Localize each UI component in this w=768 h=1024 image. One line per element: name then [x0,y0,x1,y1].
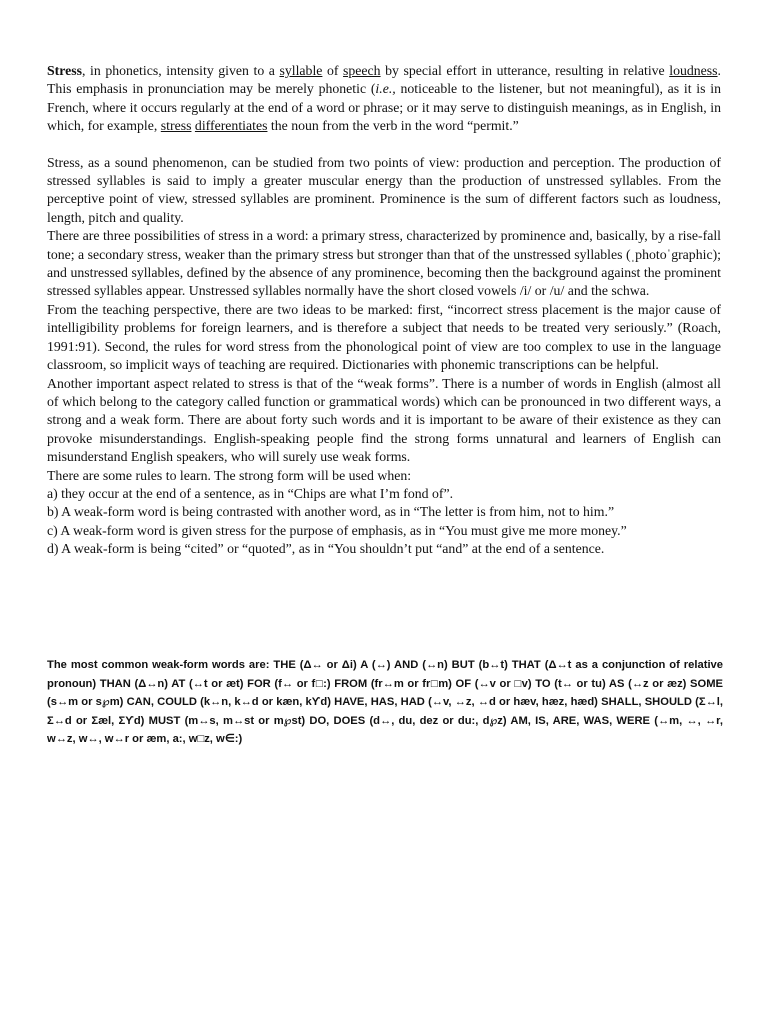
rule-item-d: d) A weak-form is being “cited” or “quoted”, as in “You shouldn’t put “and” at the end of a sentence. [47,541,605,557]
paragraph-weak-forms-intro: Another important aspect related to stress is that of the “weak forms”. There is a number of words in English (almost all of which belong to the category called function or grammatical words) which can be pronounced in two different ways, a strong and a weak form. There are about forty such words and it is important to be aware of their existence as they can provoke misunderstandings. English-speaking people find the strong forms unnatural and learners of English can misunderstand English speakers, who will surely use weak forms. [47,375,721,465]
rule-item-a: a) they occur at the end of a sentence, as in “Chips are what I’m fond of”. [47,485,454,501]
paragraph-sound-phenomenon: Stress, as a sound phenomenon, can be studied from two points of view: production and perception. The production of stressed syllables is said to imply a greater muscular energy than the production of unstressed syllables. From the perceptive point of view, stressed syllables are prominent. Prominence is the sum of different factors such as loudness, length, pitch and quality. [47,154,721,225]
paragraph-stress-possibilities: There are three possibilities of stress in a word: a primary stress, characterized by prominence and, basically, by a rise-fall tone; a secondary stress, weaker than the primary stress but stronger than that of the unstressed syllables (ˌphotoˈgraphic); and unstressed syllables, defined by the absence of any prominence, becoming then the background against the prominent stressed syllables appear. Unstressed syllables normally have the short closed vowels /i/ or /u/ and the schwa. [47,228,721,299]
link-stress[interactable]: stress [160,118,192,134]
term-stress: Stress [47,63,83,78]
paragraph-rules-intro: There are some rules to learn. The strong form will be used when: [47,467,412,483]
link-loudness[interactable]: loudness [669,63,718,78]
text-fragment: by special effort in utterance, resulting in relative [380,63,670,78]
body-text [47,62,721,559]
text-fragment: of [322,63,344,78]
rule-item-b: b) A weak-form word is being contrasted with another word, as in “The letter is from him, not to him.” [47,504,615,520]
text-fragment: the noun from the verb in the word “permit.” [267,118,519,134]
link-syllable[interactable]: syllable [279,63,323,78]
text-fragment: , in phonetics, intensity given to a [82,63,280,78]
paragraph-teaching-perspective: From the teaching perspective, there are two ideas to be marked: first, “incorrect stress placement is the major cause of intelligibility problems for foreign learners, and is therefore a subject that needs to be treated very seriously.” (Roach, 1991:91). Second, the rules for word stress from the phonological point of view are too complex to use in the language classroom, so implicit ways of teaching are required. Dictionaries with phonemic transcriptions can be helpful. [47,301,721,373]
link-differentiates[interactable]: differentiates [194,118,268,134]
link-speech[interactable]: speech [343,63,381,78]
paragraph-stress-definition [47,62,721,136]
text-fragment: . This emphasis in pronunciation may be merely phonetic ( [47,63,721,97]
rule-item-c: c) A weak-form word is given stress for the purpose of emphasis, as in “You must give me more money.” [47,522,627,538]
text-fragment: noticeable to the listener, but not meaningful), as it is in French, where it occurs regularly at the end of a word or phrase; or it may serve to distinguish meanings, as in English, in which, for example, [47,81,721,134]
abbreviation-ie: i.e., [375,81,396,97]
weak-forms-list: The most common weak-form words are: THE (Δ↔ or Δi) A (↔) AND (↔n) BUT (b↔t) THAT (Δ↔t as a conjunction of relative pronoun) THAN (Δ↔n) AT (↔t or æt) FOR (f↔ or f□:) FROM (fr↔m or fr□m) OF (↔v or □v) TO (t↔ or tu) AS (↔z or æz) SOME (s↔m or s℘m) CAN, COULD (k↔n, k↔d or kæn, kϒd) HAVE, HAS, HAD (↔v, ↔z, ↔d or hæv, hæz, hæd) SHALL, SHOULD (Σ↔l, Σ↔d or Σæl, Σϒd) MUST (m↔s, m↔st or m℘st) DO, DOES (d↔, du, dez or du:, d℘z) AM, IS, ARE, WAS, WERE (↔m, ↔, ↔r, w↔z, w↔, w↔r or æm, a:, w□z, w∈:) [47,659,723,746]
